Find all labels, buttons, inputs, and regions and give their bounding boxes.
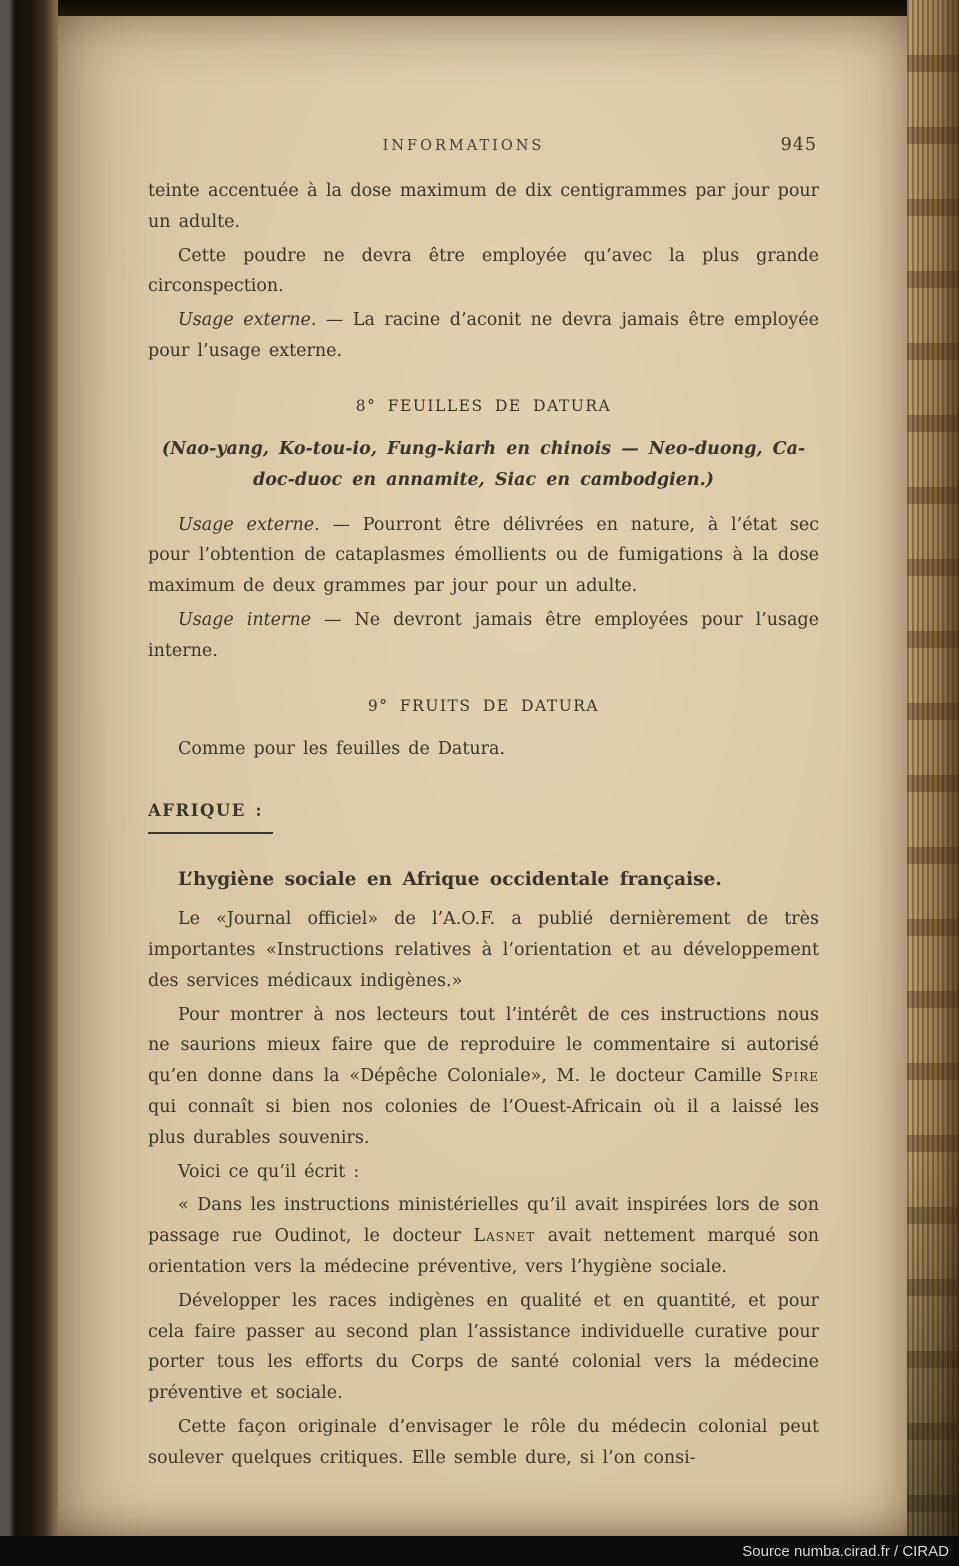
page [58, 16, 907, 1536]
paragraph-usage-externe-datura [148, 510, 819, 602]
text-run: AFRIQUE : [148, 800, 264, 820]
page-number: 945 [780, 135, 817, 155]
text-run: 9° FRUITS DE DATURA [367, 696, 600, 715]
paragraph-continuation [148, 176, 819, 238]
paragraph-usage-interne-datura [148, 605, 819, 667]
article-title [148, 864, 819, 897]
text-run: L’hygiène sociale en Afrique occidentale française. [178, 868, 722, 890]
text-run: Cette façon originale d’envisager le rôle du médecin colonial peut soulever quelques critiques. Elle semble dure, si l’on consi- [148, 1417, 819, 1468]
book-spine [0, 0, 58, 1566]
paragraph-usage-externe-aconit [148, 305, 819, 367]
text-run: (Nao-yang, Ko-tou-io, Fung-kiarh en chinois — Neo-duong, Ca-doc-duoc en annamite, Siac en cambodgien.) [161, 439, 806, 490]
text-run: Usage externe. [178, 514, 320, 535]
paragraph [148, 1157, 819, 1188]
paragraph [148, 734, 819, 765]
text-run: — Pourront être délivrées en nature, à l’état sec pour l’obtention de cataplasmes émollients ou de fumigations à la dose maximum de deux grammes par jour pour un adulte. [148, 514, 819, 597]
text-run: Lasnet [473, 1226, 536, 1247]
text-run: Usage interne [178, 610, 311, 631]
running-header-title: INFORMATIONS [382, 138, 545, 154]
paragraph [148, 1412, 819, 1474]
source-credit-bar [0, 1536, 959, 1566]
running-header [148, 135, 819, 176]
paragraph [148, 1190, 819, 1282]
text-run: Pour montrer à nos lecteurs tout l’intérêt de ces instructions nous ne saurions mieux faire que de reproduire le commentaire si autorisé qu’en donne dans la «Dépêche Coloniale», M. le docteur Camille [148, 1004, 819, 1087]
paragraph [148, 241, 819, 303]
text-run: Comme pour les feuilles de Datura. [178, 738, 506, 759]
section-heading-fruits-de-datura [148, 693, 819, 720]
scan-top-edge [0, 0, 959, 16]
source-credit-text: Source numba.cirad.fr / CIRAD [742, 1542, 949, 1560]
text-run: « Dans les instructions ministérielles qu’il avait inspirées lors de son passage rue Oudinot, le docteur [148, 1195, 819, 1247]
text-run: qui connaît si bien nos colonies de l’Ouest-Africain où il a laissé les plus durables souvenirs. [148, 1097, 819, 1148]
page-edge-stack [907, 0, 959, 1536]
text-run: 8° FEUILLES DE DATURA [355, 396, 612, 415]
text-run: Voici ce qu’il écrit : [178, 1161, 360, 1182]
page-body [148, 176, 819, 1474]
text-run: — La racine d’aconit ne devra jamais être employée pour l’usage externe. [148, 310, 819, 361]
text-run: Cette poudre ne devra être employée qu’avec la plus grande circonspection. [148, 245, 819, 297]
vernacular-names-note [148, 434, 819, 496]
text-run: Spire [771, 1066, 819, 1087]
text-run: teinte accentuée à la dose maximum de dix centigrammes par jour pour un adulte. [148, 181, 819, 232]
paragraph [148, 904, 819, 996]
text-run: Usage externe. [178, 310, 317, 331]
region-label-afrique [148, 796, 273, 834]
text-run: Développer les races indigènes en qualité et en quantité, et pour cela faire passer au second plan l’assistance individuelle curative pour porter tous les efforts du Corps de santé colonial vers la médecine préventive et sociale. [148, 1290, 819, 1404]
section-heading-feuilles-de-datura [148, 393, 819, 420]
text-run: — Ne devront jamais être employées pour l’usage interne. [148, 610, 819, 661]
paragraph [148, 1000, 819, 1154]
text-run: avait nettement marqué son orientation vers la médecine préventive, vers l’hygiène sociale. [148, 1226, 820, 1278]
paragraph [148, 1286, 819, 1409]
text-run: Le «Journal officiel» de l’A.O.F. a publié dernièrement de très importantes «Instructions relatives à l’orientation et au développement des services médicaux indigènes.» [148, 909, 819, 991]
